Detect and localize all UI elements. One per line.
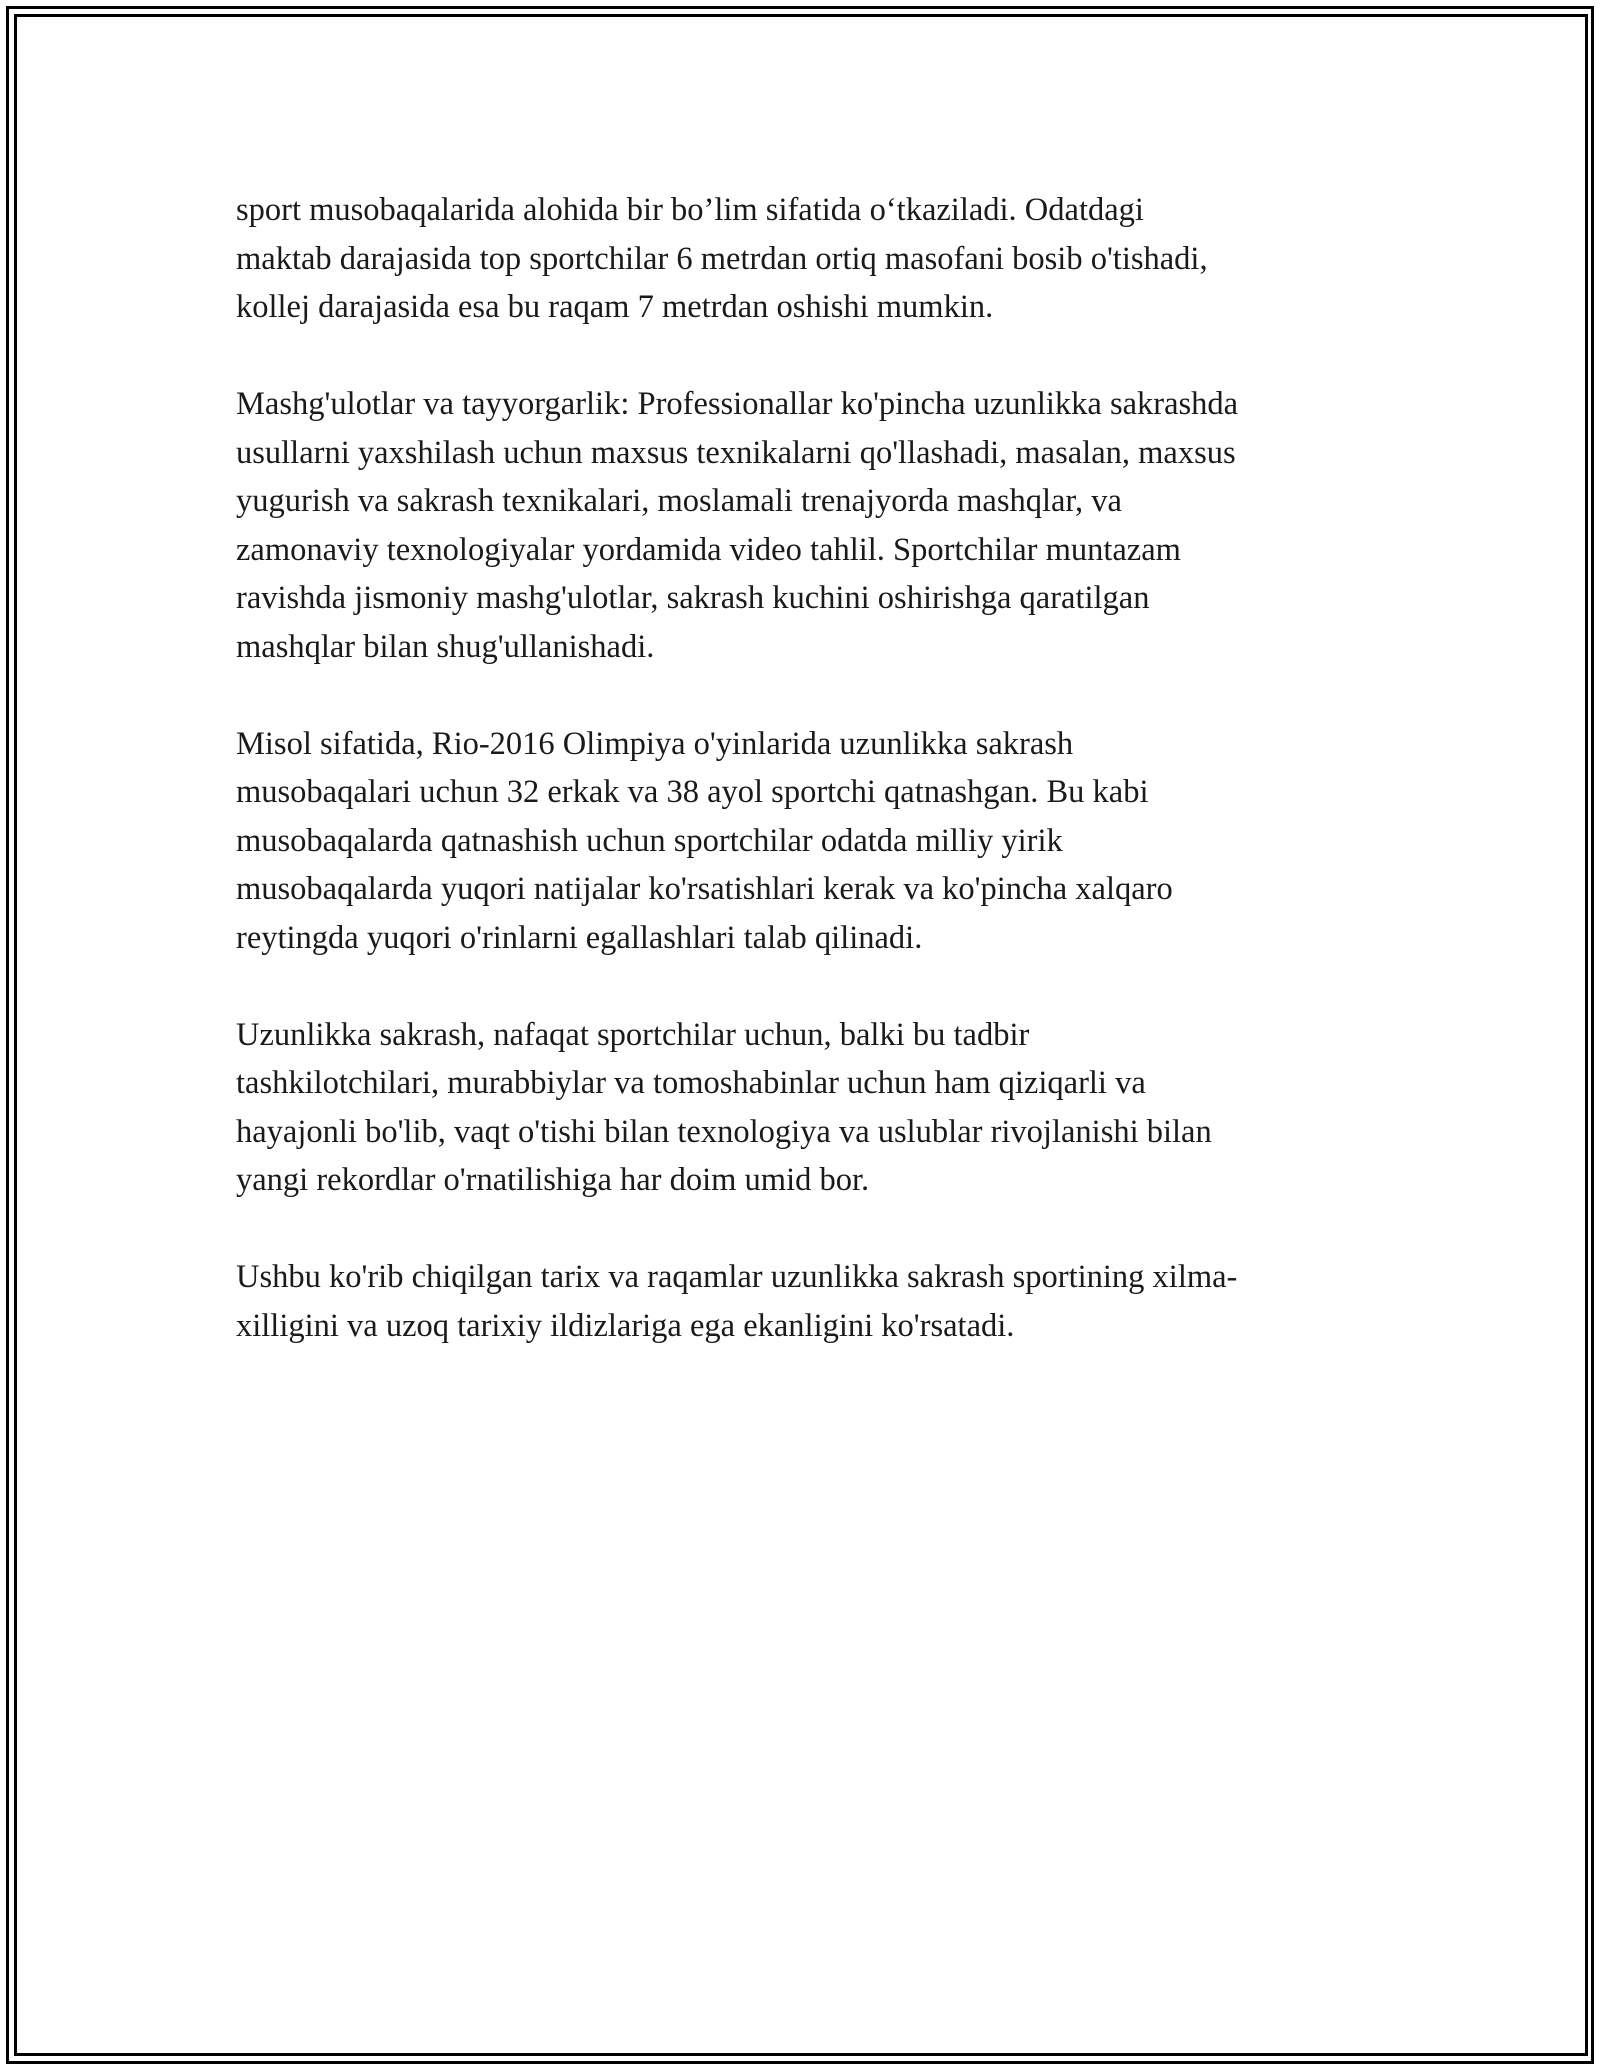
paragraph-2	[236, 380, 1368, 671]
text-line: musobaqalarda qatnashish uchun sportchilar odatda milliy yirik	[236, 822, 1063, 859]
text-line: reytingda yuqori o'rinlarni egallashlari talab qilinadi.	[236, 919, 923, 956]
text-line: Mashg'ulotlar va tayyorgarlik: Professionallar ko'pincha uzunlikka sakrashda	[236, 386, 1239, 422]
text-line: kollej darajasida esa bu raqam 7 metrdan oshishi mumkin.	[236, 289, 994, 325]
paragraph-4	[236, 1011, 1368, 1205]
paragraph-1	[236, 186, 1368, 332]
text-line: sport musobaqalarida alohida bir bo’lim sifatida o‘tkaziladi. Odatdagi	[236, 192, 1144, 228]
text-line: usullarni yaxshilash uchun maxsus texnikalarni qo'llashadi, masalan, maxsus	[236, 434, 1236, 471]
text-line: ravishda jismoniy mashg'ulotlar, sakrash kuchini oshirishga qaratilgan	[236, 580, 1150, 616]
text-line: musobaqalari uchun 32 erkak va 38 ayol sportchi qatnashgan. Bu kabi	[236, 774, 1149, 810]
paragraph-5	[236, 1253, 1368, 1350]
paragraph-3	[236, 720, 1368, 963]
text-line: maktab darajasida top sportchilar 6 metrdan ortiq masofani bosib o'tishadi,	[236, 240, 1208, 277]
text-line: hayajonli bo'lib, vaqt o'tishi bilan texnologiya va uslublar rivojlanishi bilan	[236, 1113, 1212, 1150]
document-body	[236, 186, 1368, 1399]
text-line: musobaqalarda yuqori natijalar ko'rsatishlari kerak va ko'pincha xalqaro	[236, 871, 1173, 907]
text-line: yugurish va sakrash texnikalari, moslamali trenajyorda mashqlar, va	[236, 483, 1122, 519]
text-line: yangi rekordlar o'rnatilishiga har doim umid bor.	[236, 1162, 870, 1198]
text-line: Uzunlikka sakrash, nafaqat sportchilar uchun, balki bu tadbir	[236, 1016, 1030, 1053]
text-line: xilligini va uzoq tarixiy ildizlariga ega ekanligini ko'rsatadi.	[236, 1307, 1015, 1344]
text-line: Ushbu ko'rib chiqilgan tarix va raqamlar uzunlikka sakrash sportining xilma-	[236, 1259, 1238, 1295]
text-line: Misol sifatida, Rio-2016 Olimpiya o'yinlarida uzunlikka sakrash	[236, 725, 1074, 762]
text-line: zamonaviy texnologiyalar yordamida video tahlil. Sportchilar muntazam	[236, 531, 1181, 568]
text-line: mashqlar bilan shug'ullanishadi.	[236, 628, 655, 665]
text-line: tashkilotchilari, murabbiylar va tomoshabinlar uchun ham qiziqarli va	[236, 1065, 1146, 1101]
